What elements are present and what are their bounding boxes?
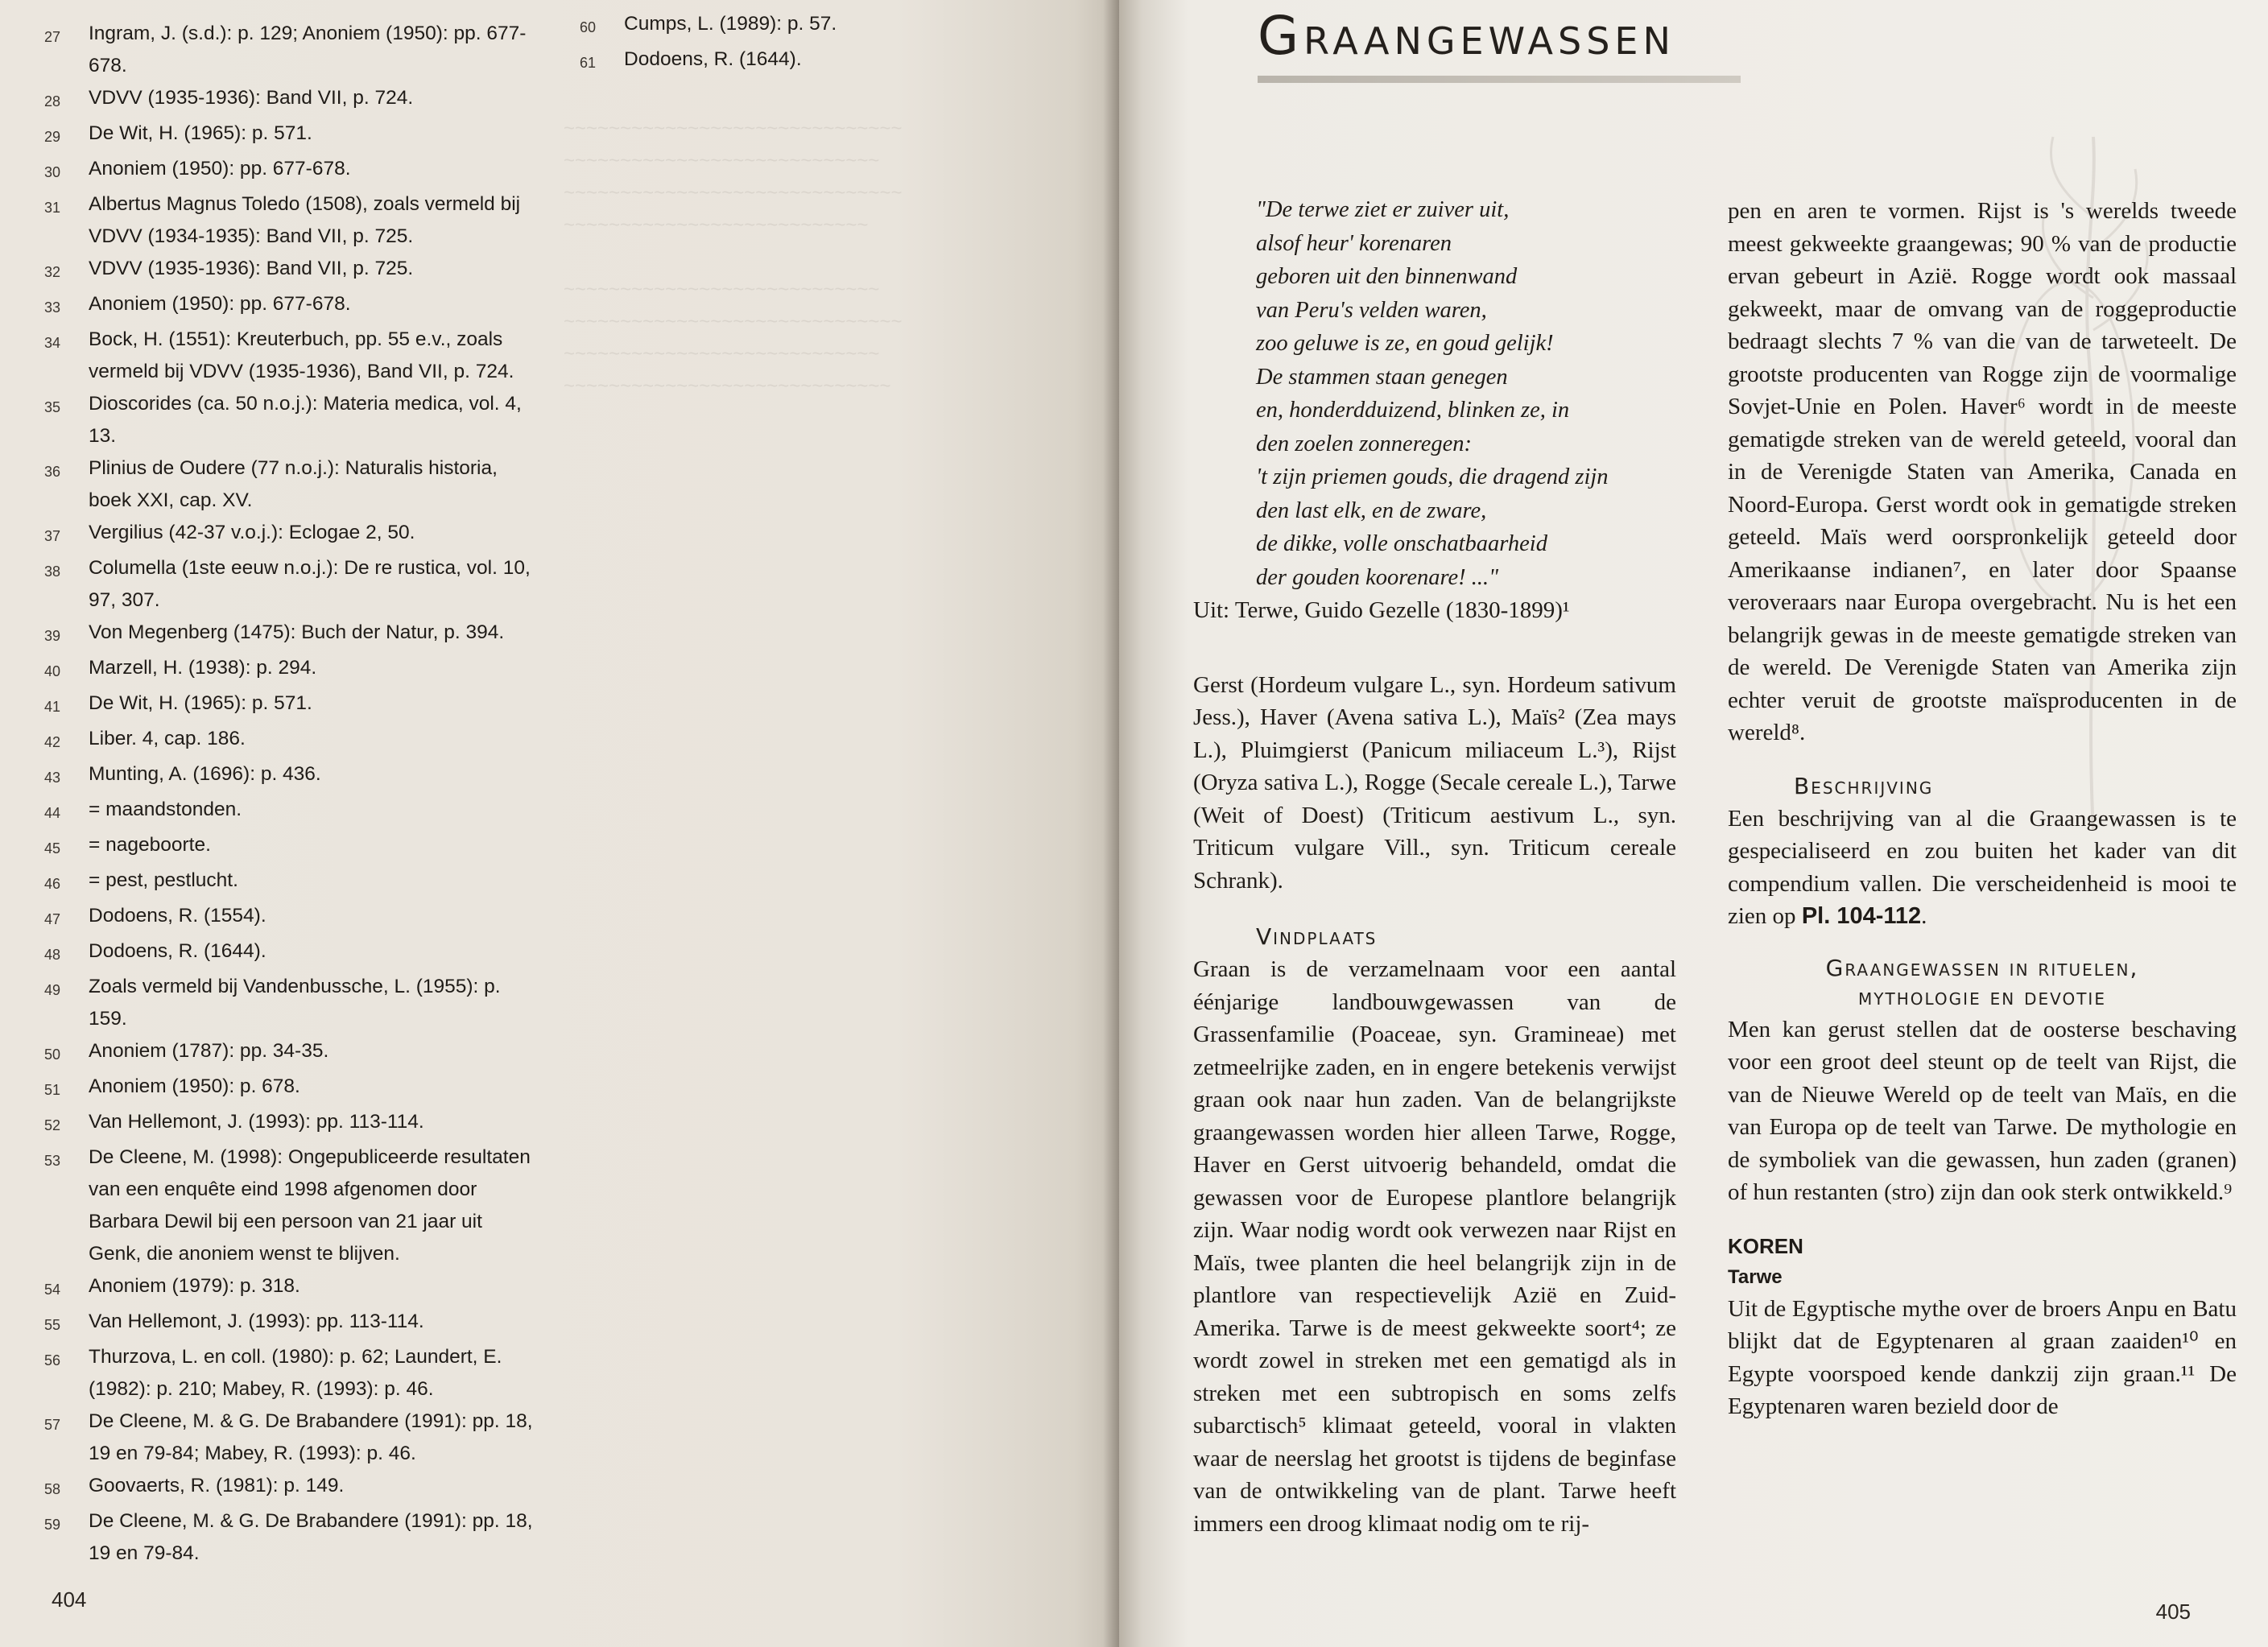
footnote-item [44, 188, 535, 253]
footnote-number: 58 [44, 1481, 61, 1497]
footnote-item [44, 1505, 535, 1570]
footnote-text: Dodoens, R. (1644). [89, 940, 266, 962]
beschrijving-text: Een beschrijving van al die Graangewassen is te gespecialiseerd en zou buiten het kader van dit compendium vallen. Die verscheidenheid is mooi te zien op Pl. 104-112. [1728, 805, 2237, 929]
footnote-text: Zoals vermeld bij Vandenbussche, L. (1955): p. 159. [89, 976, 501, 1030]
footnote-number: 45 [44, 840, 61, 857]
footnote-item [44, 517, 535, 552]
footnote-number: 33 [44, 299, 61, 316]
footnote-text: Von Megenberg (1475): Buch der Natur, p. 394. [89, 621, 505, 643]
vindplaats-text: Graan is de verzamelnaam voor een aantal éénjarige landbouwgewassen van de Grassenfamilie (Poaceae, syn. Gramineae) met zetmeelrijke zaden, en in engere betekenis verwijst graan ook naar hun zaden. Van de belangrijkste graangewassen worden hier alleen Tarwe, Rogge, Haver en Gerst uitvoerig behandeld, omdat die gewassen voor de Europese plantlore belangrijk zijn. Waar nodig wordt ook verwezen naar Rijst en Maïs, twee planten die heel belangrijk zijn in de plantlore van respectievelijk Azië en Zuid-Amerika. Tarwe is de meest gekweekte soort⁴; ze wordt zowel in streken met een gematigd als in streken met een subtropisch en soms zelfs subarctisch⁵ klimaat geteeld, vooral in vlakten waar de neerslag het grootst is tijdens de beginfase van de ontwikkeling van de plant. Tarwe heeft immers een droog klimaat nodig om te rij- [1193, 956, 1676, 1537]
footnote-text: Munting, A. (1696): p. 436. [89, 763, 321, 785]
page-number-left: 404 [52, 1587, 87, 1612]
footnote-item [580, 8, 886, 43]
poem-line: geboren uit den binnenwand [1256, 264, 1518, 289]
footnote-number: 29 [44, 129, 61, 145]
section-heading-beschrijving: Beschrijving [1794, 772, 1934, 799]
footnote-number: 49 [44, 982, 61, 998]
footnote-number: 53 [44, 1153, 61, 1169]
footnote-item [44, 794, 535, 829]
footnote-text: Albertus Magnus Toledo (1508), zoals vermeld bij VDVV (1934-1935): Band VII, p. 725. [89, 193, 521, 247]
footnote-item [44, 652, 535, 687]
footnote-item [44, 118, 535, 153]
chapter-title: Graangewassen [1258, 5, 1675, 67]
footnote-item [44, 253, 535, 288]
footnote-text: De Cleene, M. & G. De Brabandere (1991): pp. 18, 19 en 79-84. [89, 1510, 533, 1564]
footnote-item [44, 723, 535, 758]
section-heading-rituelen: Graangewassen in rituelen, mythologie en devotie [1825, 954, 2139, 1010]
footnote-item [44, 452, 535, 517]
footnote-text: Anoniem (1950): pp. 677-678. [89, 158, 351, 180]
footnote-number: 50 [44, 1046, 61, 1063]
footnote-text: De Cleene, M. (1998): Ongepubliceerde resultaten van een enquête eind 1998 afgenomen door Barbara Dewil bij een persoon van 21 jaar uit Genk, die anoniem wenst te blijven. [89, 1146, 531, 1265]
footnote-number: 61 [580, 55, 597, 71]
footnote-item [44, 18, 535, 82]
footnote-item [44, 388, 535, 452]
footnote-text: Van Hellemont, J. (1993): pp. 113-114. [89, 1111, 424, 1133]
footnote-number: 59 [44, 1517, 61, 1533]
footnote-number: 57 [44, 1417, 61, 1433]
footnotes-column-2 [580, 8, 886, 79]
page-number-right: 405 [2155, 1600, 2191, 1624]
species-intro: Gerst (Hordeum vulgare L., syn. Hordeum sativum Jess.), Haver (Avena sativa L.), Maïs² (Zea mays L.), Pluimgierst (Panicum miliaceum L.³), Rijst (Oryza sativa L.), Rogge (Secale cereale L.), Tarwe (Weit of Doest) (Triticum aestivum L., syn. Triticum vulgare Vill., syn. Triticum cereale Schrank). [1193, 671, 1676, 894]
footnote-number: 32 [44, 264, 61, 280]
footnote-number: 31 [44, 200, 61, 216]
footnote-number: 38 [44, 563, 61, 580]
footnote-text: Anoniem (1979): p. 318. [89, 1275, 300, 1297]
poem-line: zoo geluwe is ze, en goud gelijk! [1256, 331, 1554, 356]
section-heading-vindplaats: Vindplaats [1256, 923, 1378, 950]
poem-line: den last elk, en de zware, [1256, 497, 1487, 523]
footnote-text: Anoniem (1787): pp. 34-35. [89, 1040, 329, 1062]
footnote-item [44, 552, 535, 617]
footnote-text: = nageboorte. [89, 834, 211, 856]
poem-line: "De terwe ziet er zuiver uit, [1256, 197, 1510, 222]
footnote-number: 34 [44, 335, 61, 351]
footnote-item [44, 865, 535, 900]
footnote-item [44, 82, 535, 118]
right-page [1119, 0, 2268, 1647]
footnote-item [44, 617, 535, 652]
footnote-item [44, 288, 535, 324]
footnote-item [44, 900, 535, 935]
poem-line: alsof heur' korenaren [1256, 230, 1452, 256]
footnote-text: Marzell, H. (1938): p. 294. [89, 657, 317, 679]
footnote-number: 48 [44, 947, 61, 963]
footnote-text: Plinius de Oudere (77 n.o.j.): Naturalis historia, boek XXI, cap. XV. [89, 457, 498, 511]
left-page [0, 0, 1119, 1647]
footnote-item [44, 1270, 535, 1306]
footnote-text: Dioscorides (ca. 50 n.o.j.): Materia medica, vol. 4, 13. [89, 393, 522, 447]
footnote-item [580, 43, 886, 79]
rituelen-text: Men kan gerust stellen dat de oosterse beschaving voor een groot deel steunt op de teelt van Rijst, die van de Nieuwe Wereld op de teelt van Maïs, en die van Europa op de teelt van Tarwe. De mythologie en de symboliek van die gewassen, hun zaden (granen) of hun restanten (stro) zijn dan ook sterk ontwikkeld.⁹ [1728, 1016, 2237, 1205]
plate-reference: Pl. 104-112 [1801, 903, 1922, 929]
footnote-item [44, 1071, 535, 1106]
footnote-item [44, 971, 535, 1035]
poem-line: den zoelen zonneregen: [1256, 431, 1473, 456]
footnote-text: Ingram, J. (s.d.): p. 129; Anoniem (1950): pp. 677-678. [89, 23, 527, 76]
footnote-number: 27 [44, 29, 61, 45]
text-column-right [1728, 195, 2237, 1423]
footnote-text: Dodoens, R. (1554). [89, 905, 266, 927]
footnote-number: 37 [44, 528, 61, 544]
footnote-text: Bock, H. (1551): Kreuterbuch, pp. 55 e.v., zoals vermeld bij VDVV (1935-1936), Band VII, p. 724. [89, 328, 514, 382]
footnote-number: 60 [580, 19, 597, 35]
footnote-text: = pest, pestlucht. [89, 869, 238, 891]
text-column-left [1193, 193, 1676, 1540]
footnote-item [44, 1406, 535, 1470]
footnote-text: VDVV (1935-1936): Band VII, p. 724. [89, 87, 414, 109]
footnote-item [44, 935, 535, 971]
footnote-number: 55 [44, 1317, 61, 1333]
poem-line: De stammen staan genegen [1256, 364, 1508, 390]
footnote-text: De Cleene, M. & G. De Brabandere (1991): pp. 18, 19 en 79-84; Mabey, R. (1993): p. 46. [89, 1410, 533, 1464]
footnote-text: Vergilius (42-37 v.o.j.): Eclogae 2, 50. [89, 522, 415, 543]
continuation-text: pen en aren te vormen. Rijst is 's werelds tweede meest gekweekte graangewas; 90 % van de productie ervan gebeurt in Azië. Rogge wordt ook massaal gekweekt, maar de omvang van de roggeproductie bedraagt slechts 7 % van die van de tarweteelt. De grootste producenten van Rogge zijn de voormalige Sovjet-Unie en Polen. Haver⁶ wordt in de meeste gematigde streken van de wereld geteeld, vooral dan in de Verenigde Staten van Amerika, Canada en Noord-Europa. Gerst wordt ook in gematigde streken geteeld. Maïs werd oorspronkelijk geteeld door Amerikaanse indianen⁷, en later door Spaanse veroveraars naar Europa overgebracht. Nu is het een belangrijk gewas in de meeste gematigde streken van de wereld. De Verenigde Staten van Amerika zijn echter veruit de grootste maïsproducenten in de wereld⁸. [1728, 198, 2237, 745]
footnote-number: 47 [44, 911, 61, 927]
footnote-number: 42 [44, 734, 61, 750]
footnote-text: De Wit, H. (1965): p. 571. [89, 122, 312, 144]
title-underline [1258, 76, 1741, 83]
footnote-text: Dodoens, R. (1644). [624, 48, 802, 70]
footnote-number: 44 [44, 805, 61, 821]
footnote-item [44, 1470, 535, 1505]
footnote-text: Goovaerts, R. (1981): p. 149. [89, 1475, 345, 1496]
poem-line: van Peru's velden waren, [1256, 297, 1487, 323]
footnote-text: = maandstonden. [89, 799, 242, 820]
show-through-text: ~~~~~~~~~~~~~~~~~~~~~~~~~~~~~~ ~~~~~~~~~~~~~~~~~~~~~~~~~~~~ ~~~~~~~~~~~~~~~~~~~~~~~~~~~~~~ ~~~~~~~~~~~~~~~~~~~~~~~~~~~ ~~~~~~~~~~~~~~~~~~~~~~~~~~~~ ~~~~~~~~~~~~~~~~~~~~~~~~~~~~~~ ~~~~~~~~~~~~~~~~~~~~~~~~~~~~ ~~~~~~~~~~~~~~~~~~~~~~~~~~~~~ [564, 118, 903, 397]
footnote-text: De Wit, H. (1965): p. 571. [89, 692, 312, 714]
footnote-number: 46 [44, 876, 61, 892]
footnote-number: 36 [44, 464, 61, 480]
poem-quote [1193, 193, 1676, 594]
footnote-text: Cumps, L. (1989): p. 57. [624, 13, 837, 35]
poem-line: en, honderdduizend, blinken ze, in [1256, 398, 1570, 423]
footnote-number: 39 [44, 628, 61, 644]
footnote-number: 30 [44, 164, 61, 180]
footnote-item [44, 687, 535, 723]
footnote-item [44, 324, 535, 388]
footnote-number: 43 [44, 770, 61, 786]
footnote-number: 56 [44, 1352, 61, 1368]
footnote-text: Liber. 4, cap. 186. [89, 728, 246, 749]
footnote-number: 28 [44, 93, 61, 109]
subheading-koren: KOREN [1728, 1233, 1803, 1258]
footnote-item [44, 153, 535, 188]
footnote-number: 35 [44, 399, 61, 415]
subheading-tarwe: Tarwe [1728, 1265, 1783, 1288]
poem-line: de dikke, volle onschatbaarheid [1256, 531, 1547, 556]
poem-line: 't zijn priemen gouds, die dragend zijn [1256, 464, 1609, 489]
footnote-item [44, 1035, 535, 1071]
footnote-text: Anoniem (1950): pp. 677-678. [89, 293, 351, 315]
footnotes-column-1 [44, 18, 535, 1570]
footnote-text: Thurzova, L. en coll. (1980): p. 62; Laundert, E. (1982): p. 210; Mabey, R. (1993): p. 46. [89, 1346, 502, 1400]
footnote-number: 51 [44, 1082, 61, 1098]
poem-line: der gouden koorenare! ..." [1256, 564, 1499, 590]
footnote-item [44, 1141, 535, 1270]
footnote-text: VDVV (1935-1936): Band VII, p. 725. [89, 258, 414, 279]
footnote-text: Columella (1ste eeuw n.o.j.): De re rustica, vol. 10, 97, 307. [89, 557, 531, 611]
footnote-text: Van Hellemont, J. (1993): pp. 113-114. [89, 1311, 424, 1332]
footnote-number: 54 [44, 1282, 61, 1298]
footnote-number: 40 [44, 663, 61, 679]
footnote-text: Anoniem (1950): p. 678. [89, 1075, 300, 1097]
footnote-number: 52 [44, 1117, 61, 1133]
footnote-number: 41 [44, 699, 61, 715]
poem-attribution: Uit: Terwe, Guido Gezelle (1830-1899)¹ [1193, 597, 1570, 623]
footnote-item [44, 1106, 535, 1141]
footnote-item [44, 758, 535, 794]
tarwe-text: Uit de Egyptische mythe over de broers Anpu en Batu blijkt dat de Egyptenaren al graan zaaiden¹⁰ en Egypte voorspoed kende dankzij zijn graan.¹¹ De Egyptenaren waren bezield door de [1728, 1295, 2237, 1419]
footnote-item [44, 1306, 535, 1341]
footnote-item [44, 829, 535, 865]
footnote-item [44, 1341, 535, 1406]
